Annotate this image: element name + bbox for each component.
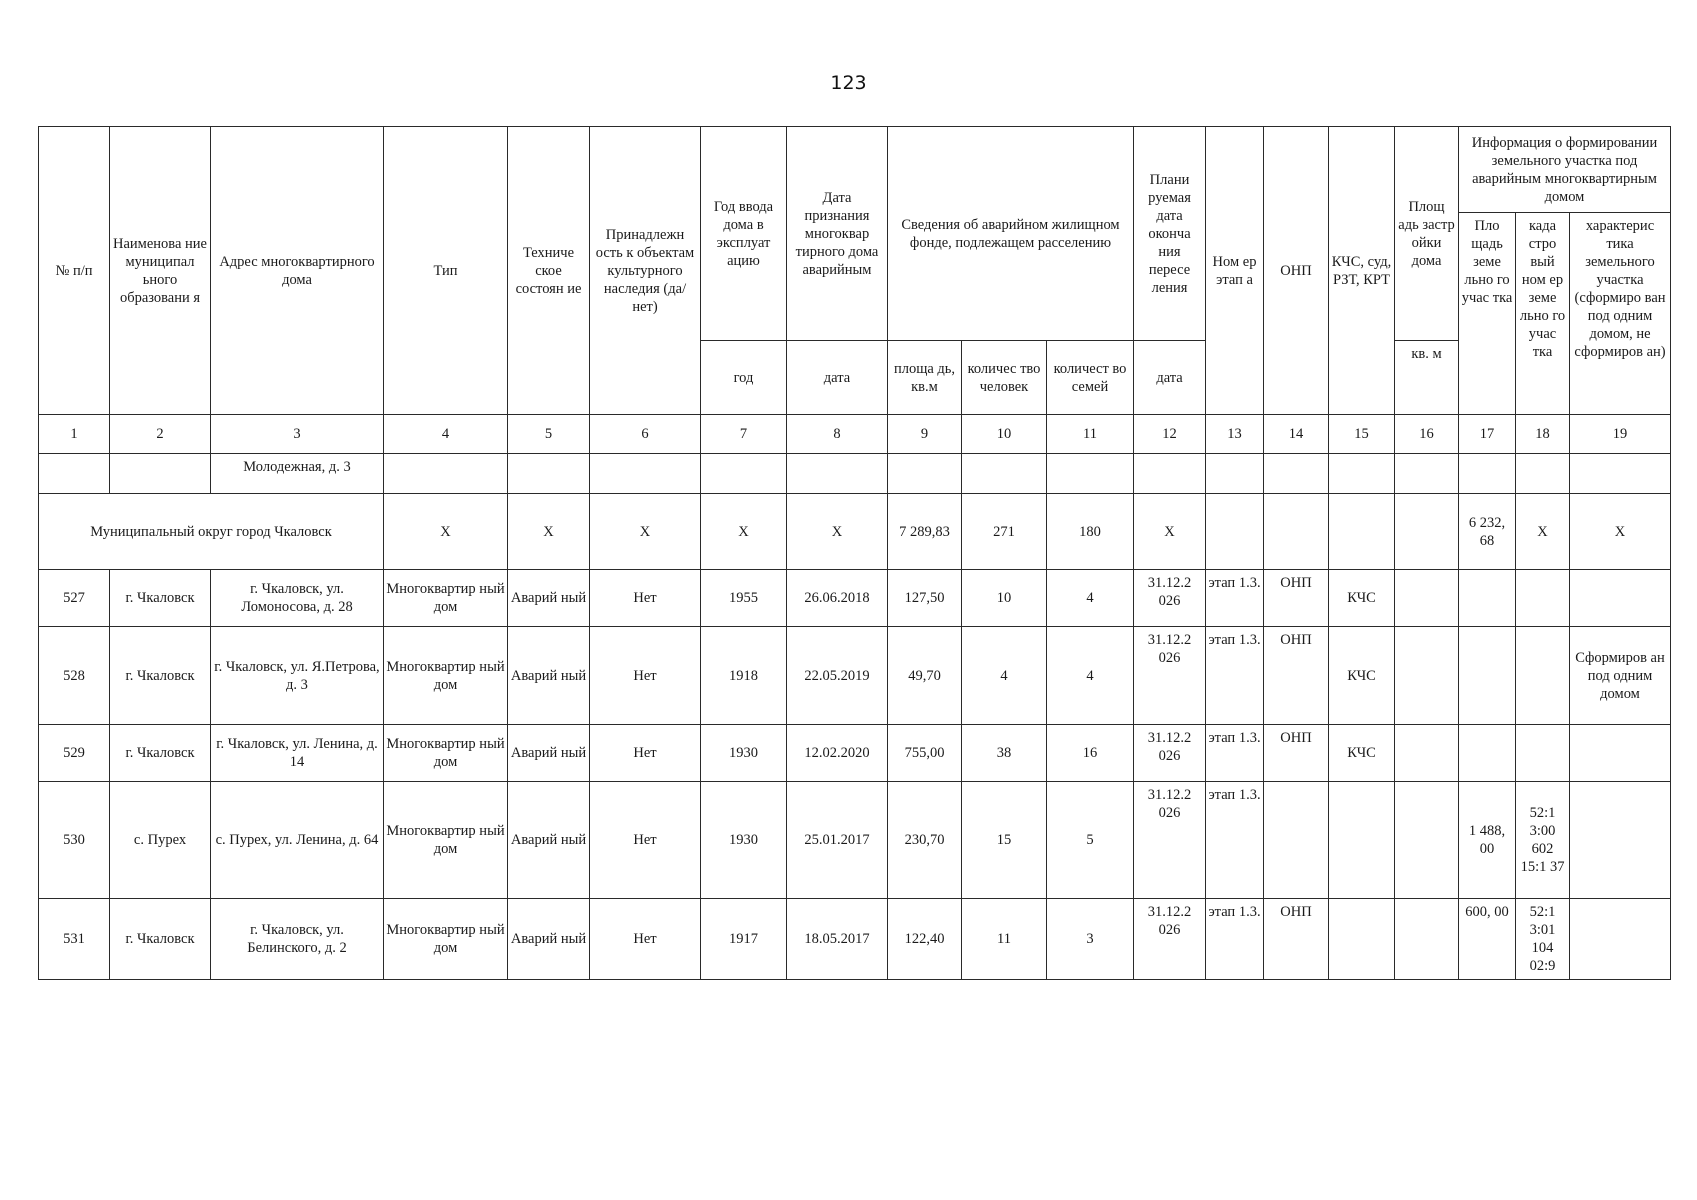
subheader-plan-date: дата <box>1134 341 1206 415</box>
row-year: 1917 <box>701 899 787 980</box>
header-emergency-fund: Сведения об аварийном жилищном фонде, подлежащем расселению <box>888 127 1134 341</box>
row-plan-date: 31.12.2 026 <box>1134 627 1206 725</box>
total-state: X <box>508 494 590 570</box>
row-families: 16 <box>1047 725 1134 782</box>
row-state: Аварий ный <box>508 782 590 899</box>
column-number: 10 <box>962 415 1047 454</box>
row-type: Многоквартир ный дом <box>384 782 508 899</box>
row-state: Аварий ный <box>508 725 590 782</box>
row-building-area <box>1395 725 1459 782</box>
row-heritage: Нет <box>590 899 701 980</box>
subheader-year: год <box>701 341 787 415</box>
row-municipality: с. Пурех <box>110 782 211 899</box>
total-plot-area: 6 232, 68 <box>1459 494 1516 570</box>
row-municipality: г. Чкаловск <box>110 725 211 782</box>
row-building-area <box>1395 627 1459 725</box>
table-row <box>39 627 1671 725</box>
total-families: 180 <box>1047 494 1134 570</box>
column-number: 1 <box>39 415 110 454</box>
column-number: 14 <box>1264 415 1329 454</box>
column-number: 17 <box>1459 415 1516 454</box>
header-type: Тип <box>384 127 508 415</box>
row-stage: этап 1.3. <box>1206 570 1264 627</box>
column-number: 12 <box>1134 415 1206 454</box>
row-families: 4 <box>1047 627 1134 725</box>
row-year: 1930 <box>701 782 787 899</box>
column-number: 8 <box>787 415 888 454</box>
header-planned-date: Плани руемая дата оконча ния пересе ления <box>1134 127 1206 341</box>
row-plan-date: 31.12.2 026 <box>1134 725 1206 782</box>
row-families: 4 <box>1047 570 1134 627</box>
total-plot-char: X <box>1570 494 1671 570</box>
table-row <box>39 899 1671 980</box>
header-heritage: Принадлежн ость к объектам культурного наследия (да/нет) <box>590 127 701 415</box>
header-year: Год ввода дома в эксплуат ацию <box>701 127 787 341</box>
column-number: 2 <box>110 415 211 454</box>
row-type: Многоквартир ный дом <box>384 570 508 627</box>
row-onp <box>1264 782 1329 899</box>
total-type: X <box>384 494 508 570</box>
row-building-area <box>1395 899 1459 980</box>
row-heritage: Нет <box>590 782 701 899</box>
row-state: Аварий ный <box>508 627 590 725</box>
column-number: 4 <box>384 415 508 454</box>
row-year: 1918 <box>701 627 787 725</box>
header-municipality: Наименова ние муниципал ьного образовани я <box>110 127 211 415</box>
row-cadastre <box>1516 627 1570 725</box>
total-year: X <box>701 494 787 570</box>
subheader-building-area: кв. м <box>1395 341 1459 415</box>
row-stage: этап 1.3. <box>1206 899 1264 980</box>
row-cadastre: 52:1 3:01 104 02:9 <box>1516 899 1570 980</box>
row-cadastre: 52:1 3:00 602 15:1 37 <box>1516 782 1570 899</box>
row-type: Многоквартир ный дом <box>384 627 508 725</box>
row-kchs: КЧС <box>1329 570 1395 627</box>
total-row <box>39 494 1671 570</box>
total-cadastre: X <box>1516 494 1570 570</box>
header-onp: ОНП <box>1264 127 1329 415</box>
header-land-plot-info: Информация о формировании земельного участка под аварийным многоквартирным домом <box>1459 127 1671 213</box>
column-number: 9 <box>888 415 962 454</box>
row-kchs <box>1329 899 1395 980</box>
row-date: 25.01.2017 <box>787 782 888 899</box>
header-num: № п/п <box>39 127 110 415</box>
table-row <box>39 570 1671 627</box>
column-number: 19 <box>1570 415 1671 454</box>
row-date: 26.06.2018 <box>787 570 888 627</box>
row-address: г. Чкаловск, ул. Я.Петрова, д. 3 <box>211 627 384 725</box>
total-people: 271 <box>962 494 1047 570</box>
row-plot-area: 600, 00 <box>1459 899 1516 980</box>
row-plot-area <box>1459 570 1516 627</box>
total-label: Муниципальный округ город Чкаловск <box>39 494 384 570</box>
continuation-row <box>39 454 1671 494</box>
subheader-families: количест во семей <box>1047 341 1134 415</box>
row-plan-date: 31.12.2 026 <box>1134 570 1206 627</box>
column-number-row <box>39 415 1671 454</box>
column-number: 3 <box>211 415 384 454</box>
row-people: 38 <box>962 725 1047 782</box>
row-onp: ОНП <box>1264 725 1329 782</box>
row-plot-area: 1 488, 00 <box>1459 782 1516 899</box>
row-num: 531 <box>39 899 110 980</box>
emergency-housing-table <box>38 126 1671 980</box>
row-address: г. Чкаловск, ул. Белинского, д. 2 <box>211 899 384 980</box>
column-number: 11 <box>1047 415 1134 454</box>
row-type: Многоквартир ный дом <box>384 725 508 782</box>
continuation-address: Молодежная, д. 3 <box>211 454 384 494</box>
row-address: г. Чкаловск, ул. Ломоносова, д. 28 <box>211 570 384 627</box>
total-date: X <box>787 494 888 570</box>
row-onp: ОНП <box>1264 570 1329 627</box>
row-num: 529 <box>39 725 110 782</box>
row-plot-char <box>1570 725 1671 782</box>
row-cadastre <box>1516 570 1570 627</box>
row-stage: этап 1.3. <box>1206 725 1264 782</box>
row-address: г. Чкаловск, ул. Ленина, д. 14 <box>211 725 384 782</box>
row-plot-char <box>1570 570 1671 627</box>
header-address: Адрес многоквартирного дома <box>211 127 384 415</box>
row-num: 530 <box>39 782 110 899</box>
total-heritage: X <box>590 494 701 570</box>
total-area: 7 289,83 <box>888 494 962 570</box>
row-people: 11 <box>962 899 1047 980</box>
row-kchs: КЧС <box>1329 627 1395 725</box>
row-families: 5 <box>1047 782 1134 899</box>
row-date: 22.05.2019 <box>787 627 888 725</box>
row-plan-date: 31.12.2 026 <box>1134 782 1206 899</box>
header-tech-state: Техниче ское состоян ие <box>508 127 590 415</box>
header-cadastral-number: када стро вый ном ер земе льно го учас тка <box>1516 213 1570 415</box>
row-people: 10 <box>962 570 1047 627</box>
row-date: 18.05.2017 <box>787 899 888 980</box>
row-municipality: г. Чкаловск <box>110 899 211 980</box>
row-num: 528 <box>39 627 110 725</box>
row-year: 1955 <box>701 570 787 627</box>
row-type: Многоквартир ный дом <box>384 899 508 980</box>
row-area: 755,00 <box>888 725 962 782</box>
row-municipality: г. Чкаловск <box>110 570 211 627</box>
row-heritage: Нет <box>590 570 701 627</box>
table-row <box>39 725 1671 782</box>
header-plot-characteristic: характерис тика земельного участка (сформиро ван под одним домом, не сформиров ан) <box>1570 213 1671 415</box>
row-plot-area <box>1459 725 1516 782</box>
header-stage: Ном ер этап а <box>1206 127 1264 415</box>
row-people: 15 <box>962 782 1047 899</box>
row-stage: этап 1.3. <box>1206 782 1264 899</box>
row-onp: ОНП <box>1264 899 1329 980</box>
total-plan-date: X <box>1134 494 1206 570</box>
subheader-people: количес тво человек <box>962 341 1047 415</box>
row-plot-char <box>1570 899 1671 980</box>
row-plan-date: 31.12.2 026 <box>1134 899 1206 980</box>
row-num: 527 <box>39 570 110 627</box>
header-recognition-date: Дата признания многоквар тирного дома аварийным <box>787 127 888 341</box>
column-number: 16 <box>1395 415 1459 454</box>
row-kchs <box>1329 782 1395 899</box>
row-plot-char <box>1570 782 1671 899</box>
row-people: 4 <box>962 627 1047 725</box>
row-heritage: Нет <box>590 725 701 782</box>
column-number: 6 <box>590 415 701 454</box>
row-address: с. Пурех, ул. Ленина, д. 64 <box>211 782 384 899</box>
row-building-area <box>1395 782 1459 899</box>
row-plot-char: Сформиров ан под одним домом <box>1570 627 1671 725</box>
row-kchs: КЧС <box>1329 725 1395 782</box>
row-area: 127,50 <box>888 570 962 627</box>
subheader-date: дата <box>787 341 888 415</box>
column-number: 7 <box>701 415 787 454</box>
row-cadastre <box>1516 725 1570 782</box>
row-state: Аварий ный <box>508 899 590 980</box>
row-municipality: г. Чкаловск <box>110 627 211 725</box>
column-number: 18 <box>1516 415 1570 454</box>
row-heritage: Нет <box>590 627 701 725</box>
row-area: 230,70 <box>888 782 962 899</box>
subheader-area: площа дь, кв.м <box>888 341 962 415</box>
page-number: 123 <box>830 72 867 94</box>
row-onp: ОНП <box>1264 627 1329 725</box>
table-row <box>39 782 1671 899</box>
column-number: 15 <box>1329 415 1395 454</box>
row-date: 12.02.2020 <box>787 725 888 782</box>
header-plot-area: Пло щадь земе льно го учас тка <box>1459 213 1516 415</box>
header-kchs: КЧС, суд, РЗТ, КРТ <box>1329 127 1395 415</box>
row-stage: этап 1.3. <box>1206 627 1264 725</box>
header-row-top <box>39 127 1671 213</box>
row-building-area <box>1395 570 1459 627</box>
column-number: 13 <box>1206 415 1264 454</box>
row-plot-area <box>1459 627 1516 725</box>
header-building-area: Площ адь застр ойки дома <box>1395 127 1459 341</box>
row-area: 122,40 <box>888 899 962 980</box>
row-state: Аварий ный <box>508 570 590 627</box>
column-number: 5 <box>508 415 590 454</box>
row-year: 1930 <box>701 725 787 782</box>
row-families: 3 <box>1047 899 1134 980</box>
row-area: 49,70 <box>888 627 962 725</box>
